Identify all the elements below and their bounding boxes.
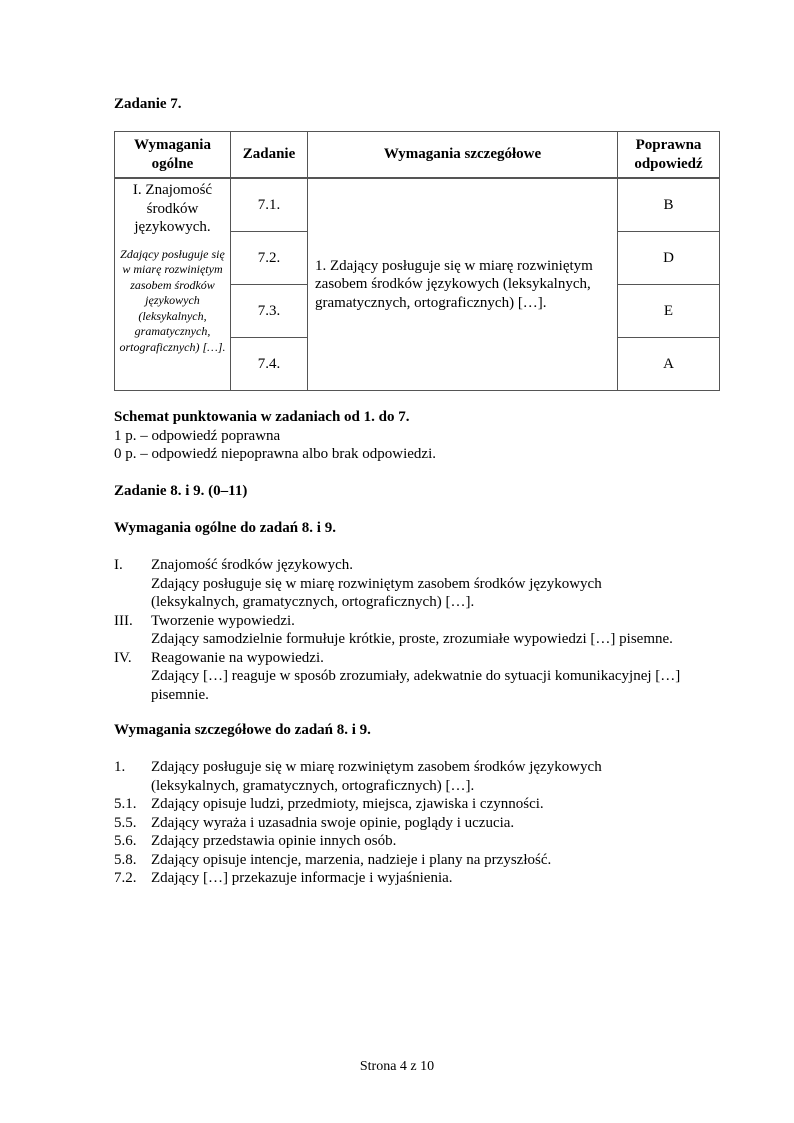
list-item-number: 5.5. [114, 814, 137, 831]
page-number: Strona 4 z 10 [359, 1059, 435, 1074]
general-requirements-list [114, 556, 680, 704]
list-item [114, 814, 602, 833]
list-item [114, 832, 602, 851]
table-header-row [115, 132, 720, 179]
detailed-requirement-cell: 1. Zdający posługuje się w miarę rozwiniętym zasobem środków językowych (leksykalnych, gramatycznych, ortograficznych) […]. [308, 178, 618, 391]
list-item-line: Zdający […] reaguje w sposób zrozumiały, adekwatnie do sytuacji komunikacyjnej […] [151, 668, 681, 684]
list-item-number: III. [114, 612, 133, 629]
list-item-text [151, 556, 680, 612]
scoring-line: 1 p. – odpowiedź poprawna [114, 427, 281, 444]
list-item-text [151, 758, 602, 795]
list-item-text: Zdający opisuje intencje, marzenia, nadzieje i plany na przyszłość. [151, 851, 552, 868]
list-item-text: Zdający opisuje ludzi, przedmioty, miejsca, zjawiska i czynności. [151, 796, 544, 812]
general-requirement-main: I. Znajomość środków językowych. [132, 182, 213, 235]
list-item-text: Zdający przedstawia opinie innych osób. [151, 833, 397, 849]
list-item [114, 612, 680, 649]
list-item-line: (leksykalnych, gramatycznych, ortograficznych) […]. [151, 777, 475, 794]
list-item-line: pisemnie. [151, 686, 209, 703]
list-item-line: Reagowanie na wypowiedzi. [151, 649, 324, 666]
detailed-requirements-list [114, 758, 602, 888]
list-item-line: Zdający posługuje się w miarę rozwiniętym zasobem środków językowych [151, 759, 602, 775]
requirements-table [114, 131, 720, 391]
header-general: Wymagania ogólne [115, 132, 231, 179]
task89-heading: Zadanie 8. i 9. (0–11) [114, 483, 248, 499]
list-item-number: 7.2. [114, 870, 137, 886]
list-item-line: Zdający samodzielnie formułuje krótkie, proste, zrozumiałe wypowiedzi […] pisemne. [151, 631, 673, 647]
list-item-line: (leksykalnych, gramatycznych, ortograficznych) […]. [151, 594, 475, 610]
list-item-number: 5.8. [114, 851, 137, 868]
list-item-text: Zdający […] przekazuje informacje i wyjaśnienia. [151, 870, 453, 886]
task-number-cell: 7.4. [231, 338, 308, 391]
list-item [114, 758, 602, 795]
list-item-line: Znajomość środków językowych. [151, 557, 354, 573]
scoring-line: 0 p. – odpowiedź niepoprawna albo brak odpowiedzi. [114, 446, 436, 462]
answer-cell: A [618, 338, 720, 391]
general-requirement-cell [115, 178, 231, 391]
list-item-number: 1. [114, 759, 126, 775]
list-item [114, 851, 602, 870]
header-task: Zadanie [231, 132, 308, 179]
task7-heading: Zadanie 7. [114, 96, 182, 112]
list-item [114, 556, 680, 612]
list-item-number: IV. [114, 649, 132, 666]
scoring-section [114, 408, 436, 464]
list-item-text [151, 649, 680, 705]
header-answer: Poprawna odpowiedź [618, 132, 720, 179]
header-detailed: Wymagania szczegółowe [308, 132, 618, 179]
task-number-cell: 7.2. [231, 232, 308, 285]
list-item-number: I. [114, 557, 123, 573]
detailed-requirements-heading: Wymagania szczegółowe do zadań 8. i 9. [114, 722, 371, 738]
answer-cell: B [618, 178, 720, 232]
list-item-text [151, 612, 680, 649]
list-item [114, 869, 602, 888]
list-item-line: Zdający posługuje się w miarę rozwiniętym zasobem środków językowych [151, 575, 602, 592]
answer-cell: E [618, 285, 720, 338]
answer-cell: D [618, 232, 720, 285]
list-item [114, 649, 680, 705]
general-requirements-heading: Wymagania ogólne do zadań 8. i 9. [114, 520, 336, 536]
scoring-heading: Schemat punktowania w zadaniach od 1. do 7. [114, 409, 410, 425]
list-item-line: Tworzenie wypowiedzi. [151, 612, 295, 629]
task-number-cell: 7.3. [231, 285, 308, 338]
table-row [115, 178, 720, 232]
list-item-number: 5.1. [114, 796, 137, 812]
list-item [114, 795, 602, 814]
general-requirement-sub: Zdający posługuje się w miarę rozwiniętym zasobem środków językowych (leksykalnych, gramatycznych, ortograficznych) […]. [119, 246, 226, 354]
list-item-number: 5.6. [114, 833, 137, 849]
task-number-cell: 7.1. [231, 178, 308, 232]
list-item-text: Zdający wyraża i uzasadnia swoje opinie, poglądy i uczucia. [151, 814, 515, 831]
